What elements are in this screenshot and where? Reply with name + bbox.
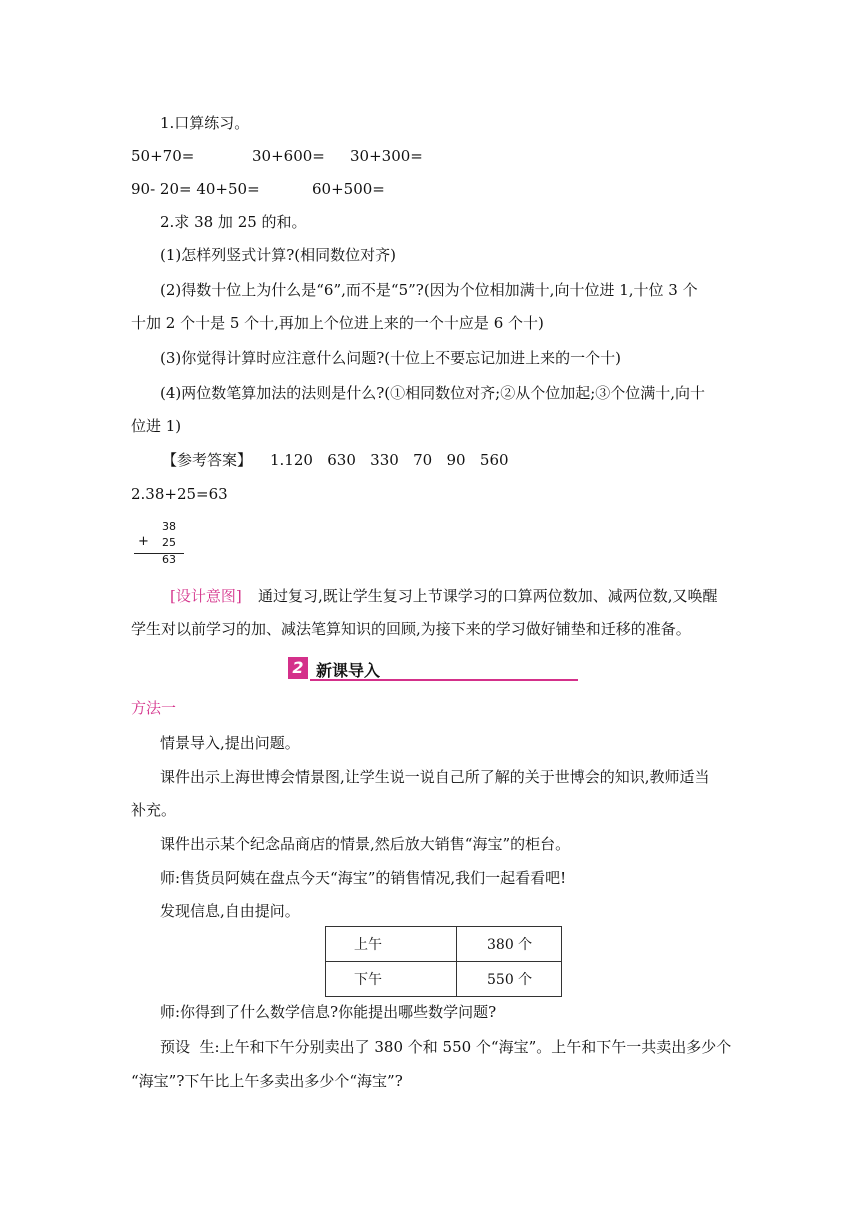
paragraph: “海宝”?下午比上午多卖出多少个“海宝”? [131, 1072, 403, 1090]
paragraph: 课件出示上海世博会情景图,让学生说一说自己所了解的关于世博会的知识,教师适当 [160, 768, 710, 786]
calc-item: 30+300= [350, 147, 423, 165]
paragraph: 情景导入,提出问题。 [160, 734, 300, 752]
sales-table [325, 926, 562, 997]
addend-2: 25 [162, 536, 176, 549]
design-intent-text: 通过复习,既让学生复习上节课学习的口算两位数加、减两位数,又唤醒 [258, 587, 718, 605]
question-text: 十加 2 个十是 5 个十,再加上个位进上来的一个十应是 6 个十) [131, 314, 544, 332]
question-text: 位进 1) [131, 417, 182, 435]
exercise-1-heading: 1.口算练习。 [160, 114, 250, 132]
calc-item: 30+600= [252, 147, 325, 165]
calc-result: 63 [162, 553, 176, 566]
table-cell-value: 380 个 [457, 927, 562, 962]
method-label: 方法一 [131, 699, 177, 717]
exercise-2-heading: 2.求 38 加 25 的和。 [160, 213, 307, 231]
section-rule [310, 679, 578, 681]
paragraph: 师:你得到了什么数学信息?你能提出哪些数学问题? [160, 1003, 497, 1021]
table-cell-label: 下午 [326, 962, 457, 997]
section-title: 新课导入 [316, 661, 381, 680]
table-row [326, 962, 562, 997]
table-row [326, 927, 562, 962]
question-text: (4)两位数笔算加法的法则是什么?(①相同数位对齐;②从个位加起;③个位满十,向十 [160, 384, 706, 402]
paragraph: 预设 生:上午和下午分别卖出了 380 个和 550 个“海宝”。上午和下午一共卖出多少个 [160, 1038, 732, 1056]
answer-values: 1.120 630 330 70 90 560 [270, 451, 509, 469]
question-text: (3)你觉得计算时应注意什么问题?(十位上不要忘记加进上来的一个十) [160, 349, 621, 367]
table-cell-value: 550 个 [457, 962, 562, 997]
paragraph: 课件出示某个纪念品商店的情景,然后放大销售“海宝”的柜台。 [160, 835, 571, 853]
calc-item: 60+500= [312, 180, 385, 198]
calc-underline [134, 553, 184, 554]
design-intent-label: [设计意图] [170, 587, 242, 605]
answer-label: 【参考答案】 [162, 451, 253, 469]
section-header [288, 656, 578, 682]
calc-item: 50+70= [131, 147, 195, 165]
paragraph: 师:售货员阿姨在盘点今天“海宝”的销售情况,我们一起看看吧! [160, 869, 567, 887]
addend-1: 38 [162, 520, 176, 533]
question-text: (1)怎样列竖式计算?(相同数位对齐) [160, 246, 396, 264]
design-intent-text: 学生对以前学习的加、减法笔算知识的回顾,为接下来的学习做好铺垫和迁移的准备。 [131, 620, 691, 638]
paragraph: 发现信息,自由提问。 [160, 902, 300, 920]
section-number: 2 [288, 657, 308, 679]
plus-sign: + [138, 534, 149, 549]
answer-2: 2.38+25=63 [131, 485, 228, 503]
paragraph: 补充。 [131, 801, 177, 819]
calc-item: 90- 20= 40+50= [131, 180, 260, 198]
vertical-calculation [134, 520, 184, 566]
table-cell-label: 上午 [326, 927, 457, 962]
question-text: (2)得数十位上为什么是“6”,而不是“5”?(因为个位相加满十,向十位进 1,十位 3 个 [160, 281, 698, 299]
